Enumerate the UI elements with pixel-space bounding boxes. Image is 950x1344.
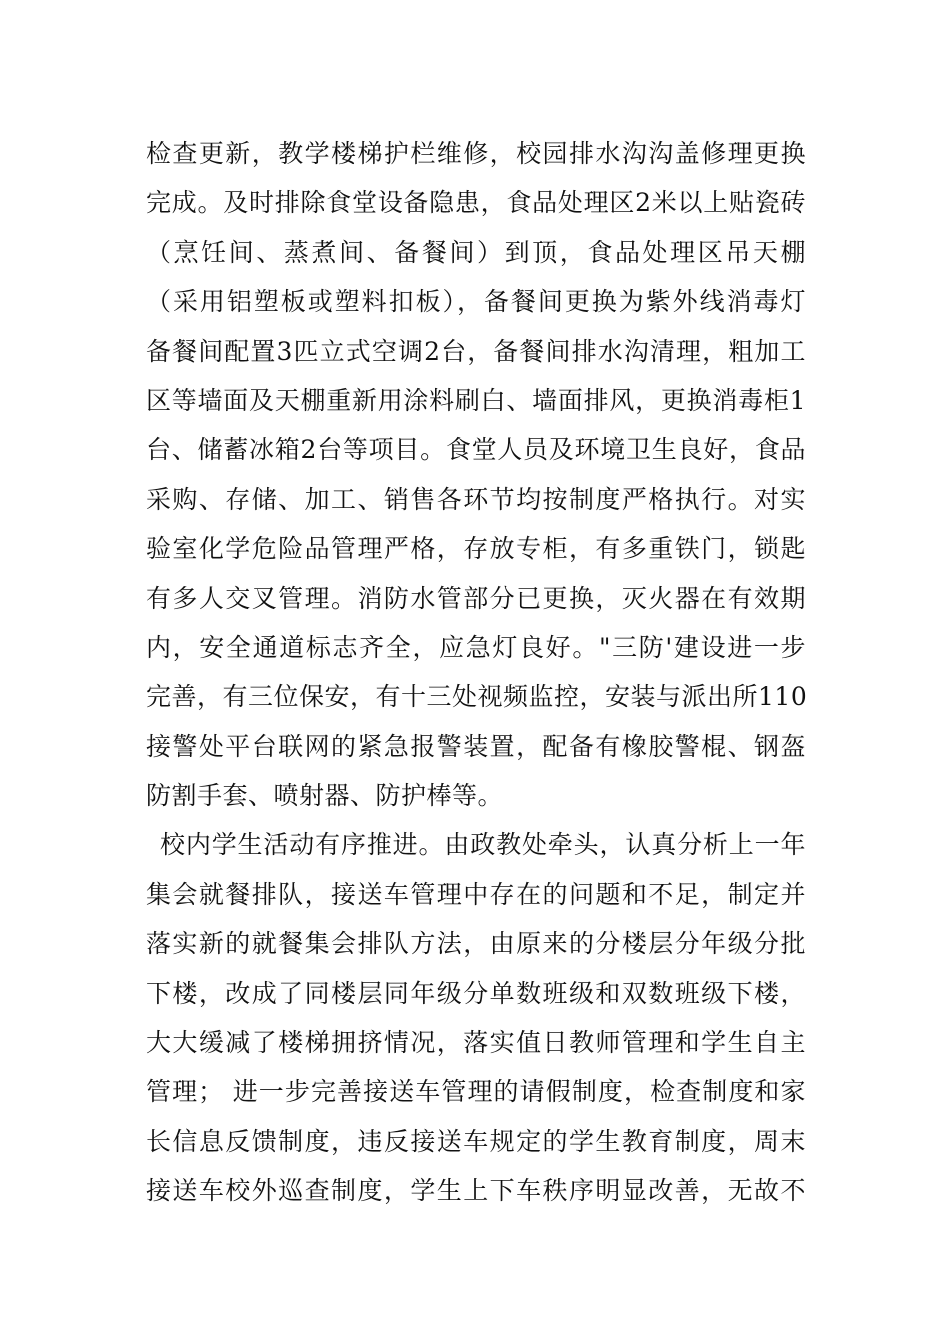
text-line: 验室化学危险品管理严格，存放专柜，有多重铁门，锁匙 — [146, 534, 806, 564]
text-line: 防割手套、喷射器、防护棒等。 — [146, 781, 504, 811]
text-line: 区等墙面及天棚重新用涂料刷白、墙面排风，更换消毒柜1 — [146, 385, 806, 415]
text-line: 接警处平台联网的紧急报警装置，配备有橡胶警棍、钢盔 — [146, 731, 806, 761]
text-line: 大大缓减了楼梯拥挤情况，落实值日教师管理和学生自主 — [146, 1028, 806, 1058]
text-line: （采用铝塑板或塑料扣板），备餐间更换为紫外线消毒灯 — [146, 287, 806, 317]
text-line: 管理； 进一步完善接送车管理的请假制度，检查制度和家 — [146, 1077, 806, 1107]
text-line: 完善，有三位保安，有十三处视频监控，安装与派出所110 — [146, 682, 808, 712]
text-line: 备餐间配置3匹立式空调2台，备餐间排水沟清理，粗加工 — [146, 336, 806, 366]
text-line: 内，安全通道标志齐全，应急灯良好。"三防'建设进一步 — [146, 632, 806, 662]
text-line: 台、储蓄冰箱2台等项目。食堂人员及环境卫生良好，食品 — [146, 435, 806, 465]
text-line: 采购、存储、加工、销售各环节均按制度严格执行。对实 — [146, 484, 806, 514]
text-line: 集会就餐排队，接送车管理中存在的问题和不足，制定并 — [146, 879, 806, 909]
paragraph-first-line: 校内学生活动有序推进。由政教处牵头，认真分析上一年 — [160, 830, 806, 860]
text-line: 完成。及时排除食堂设备隐患，食品处理区2米以上贴瓷砖 — [146, 188, 806, 218]
text-line: 下楼，改成了同楼层同年级分单数班级和双数班级下楼， — [146, 978, 806, 1008]
text-line: 有多人交叉管理。消防水管部分已更换，灭火器在有效期 — [146, 583, 806, 613]
text-line: 检查更新，教学楼梯护栏维修，校园排水沟沟盖修理更换 — [146, 139, 806, 168]
body-text — [146, 129, 806, 1216]
text-line: 长信息反馈制度，违反接送车规定的学生教育制度，周末 — [146, 1126, 806, 1156]
text-line: 接送车校外巡查制度，学生上下车秩序明显改善，无故不 — [146, 1176, 806, 1206]
text-line: （烹饪间、蒸煮间、备餐间）到顶，食品处理区吊天棚 — [146, 237, 806, 267]
text-line: 落实新的就餐集会排队方法，由原来的分楼层分年级分批 — [146, 929, 806, 959]
